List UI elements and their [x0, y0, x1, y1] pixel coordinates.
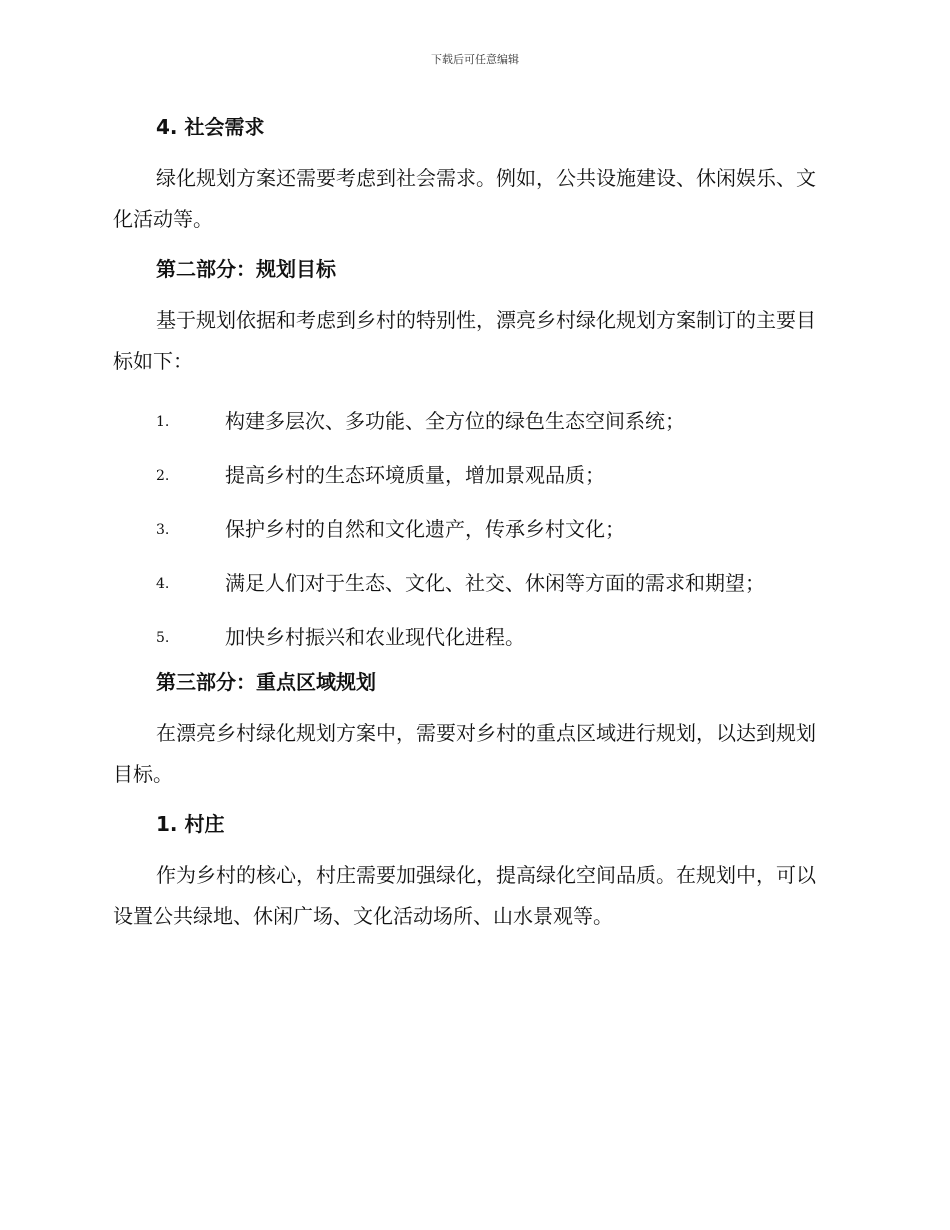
list-item-number: 2.	[156, 468, 170, 484]
list-item-number: 4.	[156, 576, 170, 592]
paragraph-social-needs: 绿化规划方案还需要考虑到社会需求。例如，公共设施建设、休闲娱乐、文化活动等。	[113, 166, 816, 231]
list-item	[113, 459, 833, 491]
list-item	[113, 567, 833, 599]
list-item-number: 3.	[156, 522, 170, 538]
list-item	[113, 513, 833, 545]
heading-part-two: 第二部分：规划目标	[156, 257, 336, 281]
heading-part-three: 第三部分：重点区域规划	[156, 670, 376, 694]
list-item-text: 满足人们对于生态、文化、社交、休闲等方面的需求和期望；	[225, 571, 765, 595]
paragraph-part-two-intro: 基于规划依据和考虑到乡村的特别性，漂亮乡村绿化规划方案制订的主要目标如下：	[113, 308, 816, 373]
heading-social-needs: 4. 社会需求	[156, 115, 265, 139]
heading-village: 1. 村庄	[156, 812, 225, 836]
list-item-text: 保护乡村的自然和文化遗产，传承乡村文化；	[225, 517, 625, 541]
paragraph-village: 作为乡村的核心，村庄需要加强绿化，提高绿化空间品质。在规划中，可以设置公共绿地、休闲广场、文化活动场所、山水景观等。	[113, 863, 816, 928]
list-item-text: 加快乡村振兴和农业现代化进程。	[225, 625, 525, 649]
paragraph-part-three-intro: 在漂亮乡村绿化规划方案中，需要对乡村的重点区域进行规划，以达到规划目标。	[113, 721, 816, 786]
page-header: 下载后可任意编辑	[431, 53, 519, 66]
list-item-text: 提高乡村的生态环境质量，增加景观品质；	[225, 463, 605, 487]
goals-list	[113, 405, 833, 653]
list-item-text: 构建多层次、多功能、全方位的绿色生态空间系统；	[225, 409, 685, 433]
list-item	[113, 405, 833, 437]
list-item-number: 5.	[156, 630, 170, 646]
document-body	[113, 111, 833, 937]
list-item-number: 1.	[156, 414, 170, 430]
list-item	[113, 621, 833, 653]
